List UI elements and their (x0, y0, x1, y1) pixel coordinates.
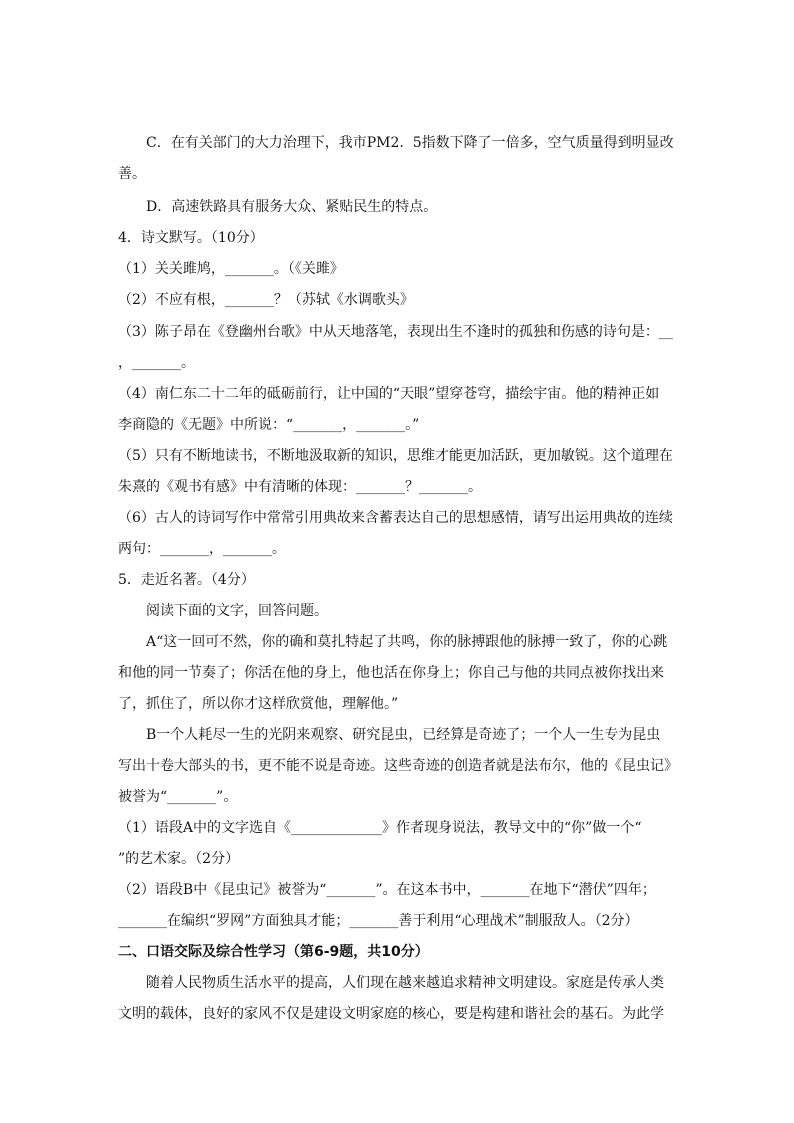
option-c-line-2: 善。 (118, 166, 146, 182)
question-4-item-6-line-2: 两句：_______，_______。 (118, 541, 286, 557)
question-5-item-1-line-1: （1）语段A中的文字选自《_____________》作者现身说法，教导文中的“你”做一个“ (118, 820, 642, 836)
passage-a-line-3: 了，抓住了，所以你才这样欣赏他，理解他。” (118, 696, 399, 712)
question-4-item-4-line-1: （4）南仁东二十二年的砥砺前行，让中国的“天眼”望穿苍穹，描绘宇宙。他的精神正如 (118, 386, 660, 402)
section-2-paragraph-line-1: 随着人民物质生活水平的提高，人们现在越来越追求精神文明建设。家庭是传承人类 (146, 975, 664, 991)
passage-a-line-1: A“这一回可不然，你的确和莫扎特起了共鸣，你的脉搏跟他的脉搏一致了，你的心跳 (146, 634, 668, 650)
question-4-item-2: （2）不应有根，_______？（苏轼《水调歌头》 (118, 292, 414, 308)
passage-a-line-2: 和他的同一节奏了；你活在他的身上，他也活在你身上；你自己与他的共同点被你找出来 (118, 665, 664, 681)
question-5-title: 5．走近名著。（4分） (118, 572, 255, 588)
question-4-title: 4．诗文默写。（10分） (118, 230, 264, 246)
passage-b-line-1: B一个人耗尽一生的光阴来观察、研究昆虫，已经算是奇迹了；一个人一生专为昆虫 (146, 727, 661, 743)
passage-b-line-3: 被誉为“_______”。 (118, 789, 238, 805)
question-4-item-6-line-1: （6）古人的诗词写作中常常引用典故来含蓄表达自己的思想感情，请写出运用典故的连续 (118, 510, 673, 526)
question-5-item-2-line-2: _______在编织“罗网”方面独具才能；_______善于利用“心理战术”制服敌人。（2分） (118, 913, 639, 929)
question-5-item-1-line-2: ”的艺术家。（2分） (118, 851, 240, 867)
question-4-item-4-line-2: 李商隐的《无题》中所说：“_______，_______。” (118, 417, 420, 433)
passage-b-line-2: 写出十卷大部头的书，更不能不说是奇迹。这些奇迹的创造者就是法布尔，他的《昆虫记》 (118, 758, 678, 774)
option-c-line-1: C．在有关部门的大力治理下，我市PM2. 5指数下降了一倍多，空气质量得到明显改 (146, 135, 674, 151)
question-5-item-2-line-1: （2）语段B中《昆虫记》被誉为“_______”。在这本书中，_______在地下“潜伏”四年； (118, 882, 656, 898)
question-4-item-3-line-1: （3）陈子昂在《登幽州台歌》中从天地落笔，表现出生不逢时的孤独和伤感的诗句是：__ (118, 324, 673, 340)
question-5-instruction: 阅读下面的文字，回答问题。 (146, 603, 328, 619)
option-d-line: D．高速铁路具有服务大众、紧贴民生的特点。 (146, 199, 438, 215)
question-4-item-5-line-1: （5）只有不断地读书，不断地汲取新的知识，思维才能更加活跃，更加敏锐。这个道理在 (118, 448, 673, 464)
section-2-heading: 二、口语交际及综合性学习（第6-9题，共10分） (118, 944, 429, 960)
question-4-item-5-line-2: 朱熹的《观书有感》中有清晰的体现：_______？_______。 (118, 479, 482, 495)
section-2-paragraph-line-2: 文明的载体，良好的家风不仅是建设文明家庭的核心，要是构建和谐社会的基石。为此学 (118, 1006, 664, 1022)
question-4-item-3-line-2: ，_______。 (118, 355, 195, 371)
question-4-item-1: （1）关关雎鸠，_______。（《关雎》 (118, 261, 344, 277)
